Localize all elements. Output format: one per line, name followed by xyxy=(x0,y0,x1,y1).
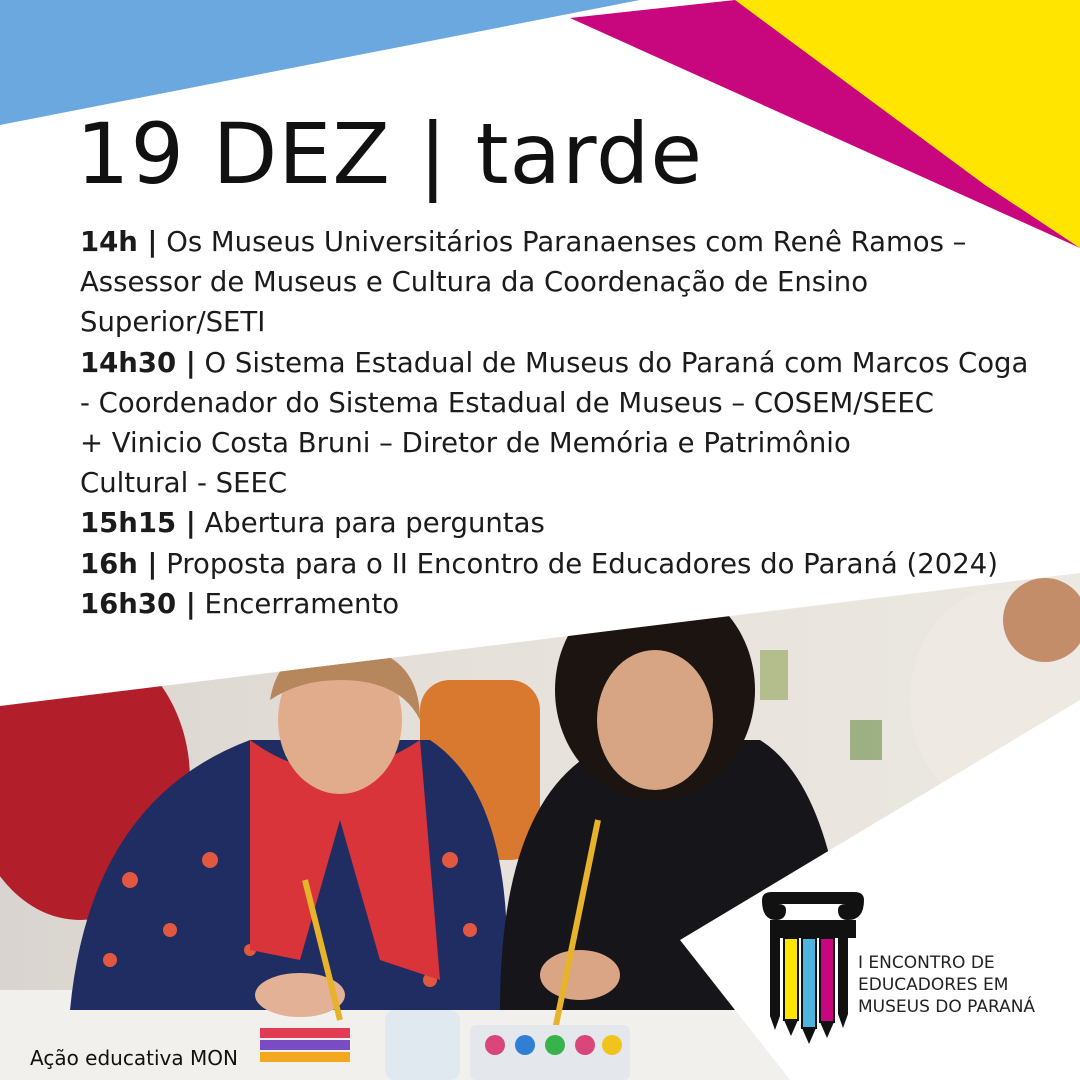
schedule-line: Superior/SETI xyxy=(80,306,266,339)
schedule-line xyxy=(80,343,1070,383)
schedule-text: Os Museus Universitários Paranaenses com Renê Ramos – xyxy=(166,226,967,258)
schedule-line xyxy=(80,222,1070,262)
schedule-text: Proposta para o II Encontro de Educadores do Paraná (2024) xyxy=(166,547,998,580)
schedule-time: 16h | xyxy=(80,547,158,580)
schedule-time: 14h | xyxy=(80,226,158,258)
logo-line: EDUCADORES EM xyxy=(858,975,1009,995)
schedule-line: - Coordenador do Sistema Estadual de Museus – COSEM/SEEC xyxy=(80,386,934,419)
schedule-line: Assessor de Museus e Cultura da Coordenação de Ensino xyxy=(80,266,869,299)
logo-line: MUSEUS DO PARANÁ xyxy=(858,997,1036,1017)
ionic-column-pencils-icon xyxy=(758,890,868,1050)
schedule-item xyxy=(80,503,1070,543)
schedule-line: Cultural - SEEC xyxy=(80,467,288,500)
schedule-text: Encerramento xyxy=(204,587,400,620)
photo-caption: Ação educativa MON xyxy=(30,1046,238,1070)
schedule-time: 15h15 | xyxy=(80,507,196,540)
schedule-time: 16h30 | xyxy=(80,587,196,620)
logo-text xyxy=(858,952,1035,1018)
schedule-text: O Sistema Estadual de Museus do Paraná com Marcos Coga xyxy=(204,346,1029,379)
schedule-time: 14h30 | xyxy=(80,346,196,379)
schedule-list xyxy=(80,222,1070,624)
schedule-item xyxy=(80,222,1070,343)
schedule-line xyxy=(80,544,1070,584)
schedule-line: + Vinicio Costa Bruni – Diretor de Memória e Patrimônio xyxy=(80,427,851,460)
schedule-item xyxy=(80,343,1070,504)
schedule-line xyxy=(80,503,1070,543)
schedule-text: Abertura para perguntas xyxy=(204,507,545,540)
schedule-line xyxy=(80,584,1070,624)
schedule-item xyxy=(80,544,1070,584)
schedule-item xyxy=(80,584,1070,624)
page-title: 19 DEZ | tarde xyxy=(76,105,704,203)
logo-line: I ENCONTRO DE xyxy=(858,953,995,973)
